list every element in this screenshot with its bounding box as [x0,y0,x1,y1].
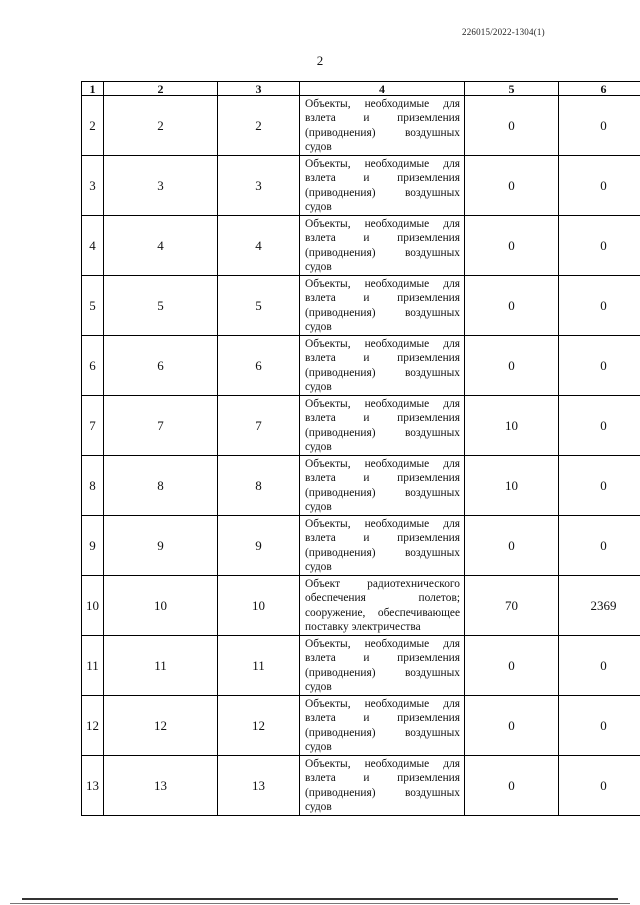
col3-cell: 10 [218,576,300,636]
table-body [82,96,640,816]
table-row [82,336,640,396]
col5-cell: 0 [465,336,559,396]
col3-cell: 5 [218,276,300,336]
description-cell: Объекты, необходимые для взлета и приземления (приводнения) воздушных судов [300,456,465,516]
col5-cell: 0 [465,276,559,336]
description-cell: Объекты, необходимые для взлета и приземления (приводнения) воздушных судов [300,756,465,816]
col5-cell: 70 [465,576,559,636]
description-cell: Объекты, необходимые для взлета и приземления (приводнения) воздушных судов [300,516,465,576]
col5-cell: 0 [465,156,559,216]
data-table [81,81,640,816]
col3-cell: 11 [218,636,300,696]
row-number-cell: 4 [82,216,104,276]
table-row [82,396,640,456]
col6-cell: 0 [559,96,640,156]
col2-cell: 8 [104,456,218,516]
table-row [82,696,640,756]
col6-cell: 2369 [559,576,640,636]
col2-cell: 13 [104,756,218,816]
description-cell: Объекты, необходимые для взлета и приземления (приводнения) воздушных судов [300,276,465,336]
col3-cell: 6 [218,336,300,396]
col6-cell: 0 [559,696,640,756]
col6-cell: 0 [559,636,640,696]
table-row [82,276,640,336]
col3-cell: 3 [218,156,300,216]
column-header: 4 [300,82,465,96]
row-number-cell: 7 [82,396,104,456]
col3-cell: 9 [218,516,300,576]
col6-cell: 0 [559,516,640,576]
row-number-cell: 3 [82,156,104,216]
col2-cell: 10 [104,576,218,636]
col5-cell: 10 [465,396,559,456]
col2-cell: 5 [104,276,218,336]
col2-cell: 11 [104,636,218,696]
col2-cell: 3 [104,156,218,216]
col3-cell: 7 [218,396,300,456]
table-row [82,756,640,816]
col3-cell: 8 [218,456,300,516]
col5-cell: 0 [465,516,559,576]
col2-cell: 7 [104,396,218,456]
col3-cell: 13 [218,756,300,816]
col2-cell: 6 [104,336,218,396]
table-row [82,636,640,696]
row-number-cell: 8 [82,456,104,516]
row-number-cell: 2 [82,96,104,156]
table-row [82,456,640,516]
column-header: 1 [82,82,104,96]
col3-cell: 4 [218,216,300,276]
table-row [82,96,640,156]
description-cell: Объекты, необходимые для взлета и приземления (приводнения) воздушных судов [300,336,465,396]
col5-cell: 0 [465,756,559,816]
row-number-cell: 6 [82,336,104,396]
row-number-cell: 5 [82,276,104,336]
description-cell: Объекты, необходимые для взлета и приземления (приводнения) воздушных судов [300,216,465,276]
bottom-scan-edge [22,898,618,900]
table-header-row [82,82,640,96]
col3-cell: 2 [218,96,300,156]
col2-cell: 2 [104,96,218,156]
description-cell: Объект радиотехнического обеспечения полетов; сооружение, обеспечивающее поставку электричества [300,576,465,636]
bottom-scan-edge-thin [10,903,630,904]
column-header: 3 [218,82,300,96]
row-number-cell: 13 [82,756,104,816]
column-header: 5 [465,82,559,96]
column-header: 6 [559,82,640,96]
col2-cell: 12 [104,696,218,756]
row-number-cell: 12 [82,696,104,756]
table-row [82,516,640,576]
page-number: 2 [316,53,324,68]
col6-cell: 0 [559,336,640,396]
col6-cell: 0 [559,216,640,276]
row-number-cell: 9 [82,516,104,576]
col6-cell: 0 [559,156,640,216]
col6-cell: 0 [559,756,640,816]
col2-cell: 4 [104,216,218,276]
col5-cell: 0 [465,636,559,696]
col3-cell: 12 [218,696,300,756]
col6-cell: 0 [559,396,640,456]
col6-cell: 0 [559,456,640,516]
description-cell: Объекты, необходимые для взлета и приземления (приводнения) воздушных судов [300,636,465,696]
description-cell: Объекты, необходимые для взлета и приземления (приводнения) воздушных судов [300,396,465,456]
col5-cell: 0 [465,216,559,276]
row-number-cell: 11 [82,636,104,696]
col2-cell: 9 [104,516,218,576]
description-cell: Объекты, необходимые для взлета и приземления (приводнения) воздушных судов [300,156,465,216]
table-row [82,216,640,276]
table-row [82,576,640,636]
table-row [82,156,640,216]
row-number-cell: 10 [82,576,104,636]
col5-cell: 0 [465,696,559,756]
description-cell: Объекты, необходимые для взлета и приземления (приводнения) воздушных судов [300,696,465,756]
column-header: 2 [104,82,218,96]
description-cell: Объекты, необходимые для взлета и приземления (приводнения) воздушных судов [300,96,465,156]
col5-cell: 0 [465,96,559,156]
col5-cell: 10 [465,456,559,516]
document-id: 226015/2022-1304(1) [462,27,545,37]
col6-cell: 0 [559,276,640,336]
